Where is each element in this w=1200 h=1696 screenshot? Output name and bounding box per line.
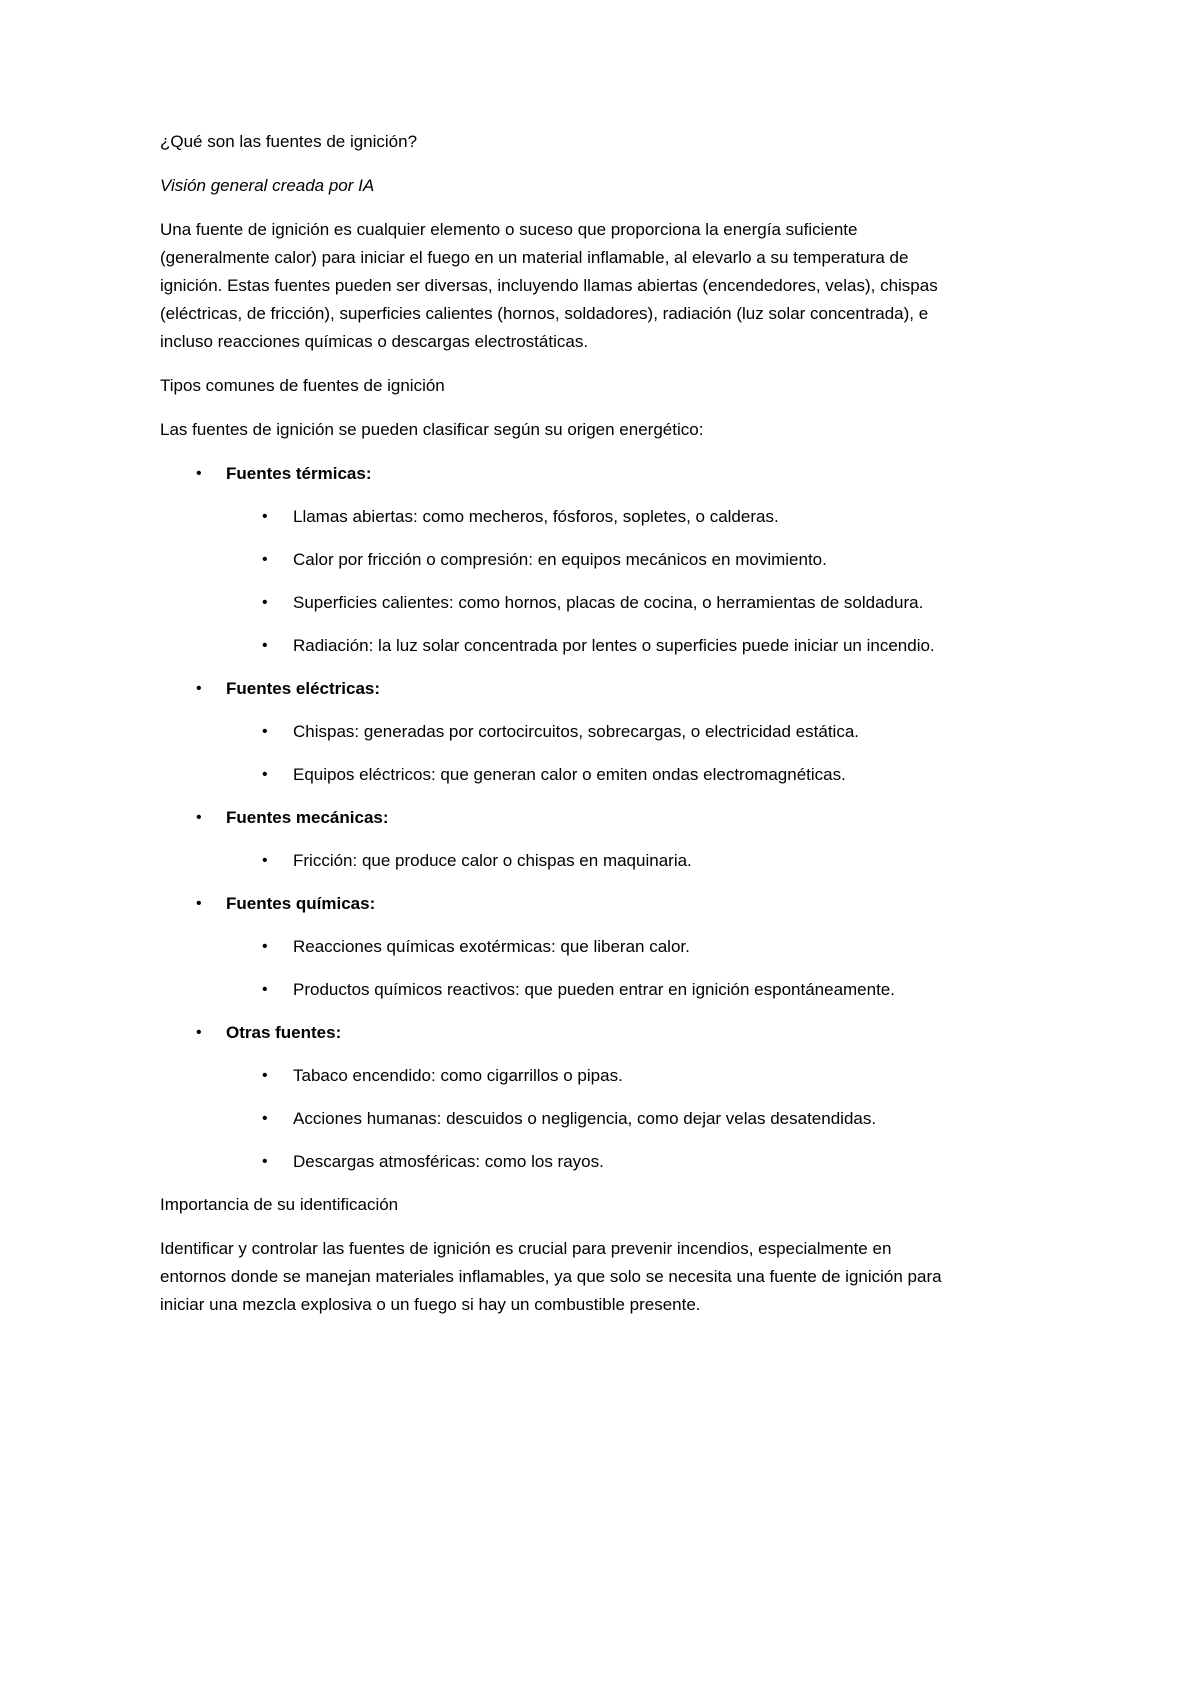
category-label: Fuentes eléctricas: (226, 679, 381, 698)
bullet-icon: • (196, 1024, 202, 1041)
bullet-icon: • (262, 1153, 268, 1170)
category-label: Fuentes químicas: (226, 894, 376, 913)
list-item-text: Superficies calientes: como hornos, placas de cocina, o herramientas de soldadura. (293, 593, 924, 612)
category-label: Otras fuentes: (226, 1023, 342, 1042)
list-item (160, 546, 944, 574)
list-item-text: Productos químicos reactivos: que pueden entrar en ignición espontáneamente. (293, 980, 895, 999)
bullet-icon: • (262, 766, 268, 783)
list-item-text: Radiación: la luz solar concentrada por lentes o superficies puede iniciar un incendio. (293, 636, 935, 655)
bullet-icon: • (196, 809, 202, 826)
bullet-icon: • (262, 1067, 268, 1084)
list-item (160, 632, 944, 660)
list-item (160, 503, 944, 531)
bullet-icon: • (262, 852, 268, 869)
bullet-icon: • (262, 981, 268, 998)
importance-heading: Importancia de su identificación (160, 1195, 399, 1214)
closing-paragraph: Identificar y controlar las fuentes de ignición es crucial para prevenir incendios, especialmente en entornos donde se manejan materiales inflamables, ya que solo se necesita una fuente de ignición para iniciar una mezcla explosiva o un fuego si hay un combustible presente. (160, 1239, 942, 1314)
list-item-text: Llamas abiertas: como mecheros, fósforos, sopletes, o calderas. (293, 507, 779, 526)
bullet-icon: • (262, 938, 268, 955)
bullet-icon: • (262, 594, 268, 611)
list-item (160, 1148, 944, 1176)
bullet-icon: • (196, 895, 202, 912)
list-item (160, 933, 944, 961)
category-label: Fuentes térmicas: (226, 464, 372, 483)
list-item (160, 589, 944, 617)
list-item-text: Chispas: generadas por cortocircuitos, sobrecargas, o electricidad estática. (293, 722, 860, 741)
bullet-icon: • (262, 508, 268, 525)
intro-paragraph: Una fuente de ignición es cualquier elemento o suceso que proporciona la energía suficiente (generalmente calor) para iniciar el fuego en un material inflamable, al elevarlo a su temperatura de ignición. Estas fuentes pueden ser diversas, incluyendo llamas abiertas (encendedores, velas), chispas (eléctricas, de fricción), superficies calientes (hornos, soldadores), radiación (luz solar concentrada), e incluso reacciones químicas o descargas electrostáticas. (160, 220, 938, 351)
bullet-icon: • (262, 1110, 268, 1127)
bullet-icon: • (262, 551, 268, 568)
types-lead-paragraph: Las fuentes de ignición se pueden clasificar según su origen energético: (160, 420, 704, 439)
ignition-sources-list (160, 460, 944, 1176)
bullet-icon: • (196, 465, 202, 482)
list-item-category-chemical (160, 890, 944, 918)
list-item-text: Fricción: que produce calor o chispas en maquinaria. (293, 851, 692, 870)
category-label: Fuentes mecánicas: (226, 808, 389, 827)
list-item (160, 1105, 944, 1133)
bullet-icon: • (196, 680, 202, 697)
list-item (160, 976, 944, 1004)
document-title: ¿Qué son las fuentes de ignición? (160, 132, 418, 151)
list-item-text: Tabaco encendido: como cigarrillos o pipas. (293, 1066, 623, 1085)
list-item-category-electrical (160, 675, 944, 703)
list-item (160, 761, 944, 789)
types-heading: Tipos comunes de fuentes de ignición (160, 376, 445, 395)
list-item-category-thermal (160, 460, 944, 488)
list-item (160, 1062, 944, 1090)
list-item-category-mechanical (160, 804, 944, 832)
bullet-icon: • (262, 723, 268, 740)
list-item-text: Calor por fricción o compresión: en equipos mecánicos en movimiento. (293, 550, 827, 569)
list-item (160, 718, 944, 746)
list-item-category-other (160, 1019, 944, 1047)
ai-overview-label: Visión general creada por IA (160, 176, 375, 195)
list-item-text: Reacciones químicas exotérmicas: que liberan calor. (293, 937, 690, 956)
list-item-text: Descargas atmosféricas: como los rayos. (293, 1152, 604, 1171)
bullet-icon: • (262, 637, 268, 654)
list-item-text: Acciones humanas: descuidos o negligencia, como dejar velas desatendidas. (293, 1109, 877, 1128)
list-item-text: Equipos eléctricos: que generan calor o emiten ondas electromagnéticas. (293, 765, 846, 784)
list-item (160, 847, 944, 875)
